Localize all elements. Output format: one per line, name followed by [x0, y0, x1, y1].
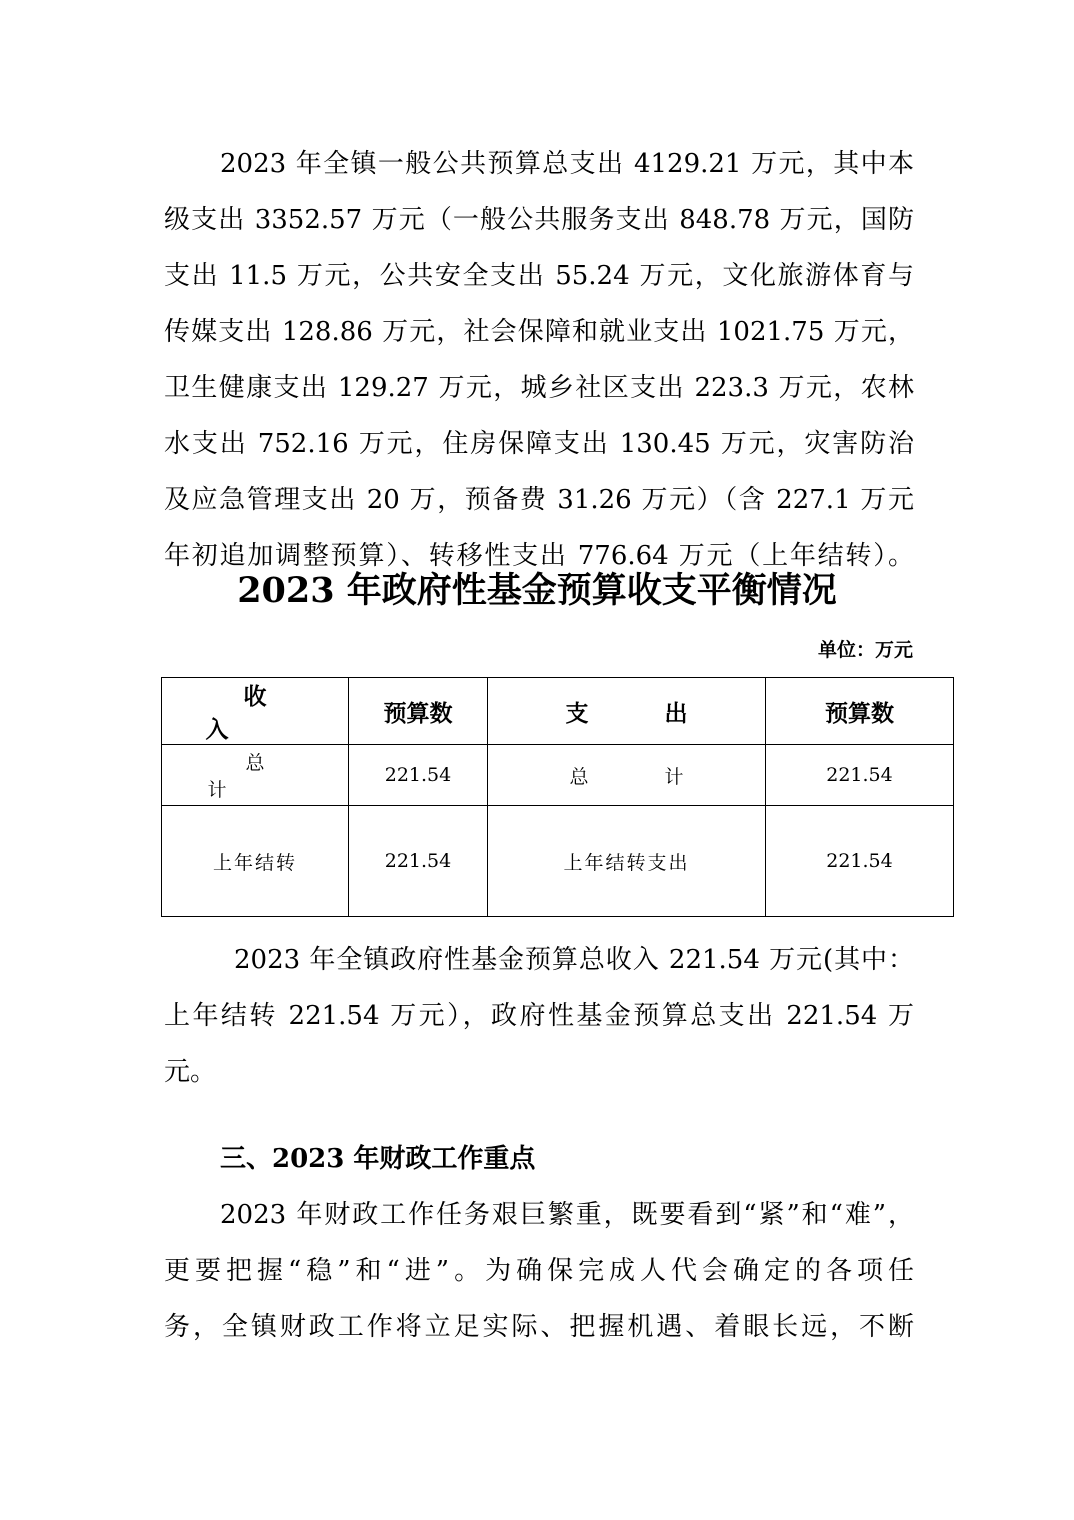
paragraph-line: 支出 11.5 万元，公共安全支出 55.24 万元，文化旅游体育与 — [164, 261, 914, 291]
paragraph-line: 更要把握“稳”和“进”。为确保完成人代会确定的各项任 — [164, 1256, 914, 1286]
header-income: 收入 — [162, 678, 349, 745]
paragraph-line: 传媒支出 128.86 万元，社会保障和就业支出 1021.75 万元， — [164, 317, 914, 347]
table-cell: 221.54 — [349, 806, 488, 917]
fiscal-priorities-paragraph — [164, 1187, 914, 1355]
table-cell: 221.54 — [766, 745, 954, 806]
section-heading: 三、2023 年财政工作重点 — [220, 1144, 536, 1174]
paragraph-line: 2023 年财政工作任务艰巨繁重，既要看到“紧”和“难”， — [220, 1200, 914, 1230]
header-budget-amount: 预算数 — [349, 678, 488, 745]
fund-budget-paragraph — [164, 932, 914, 1100]
fund-budget-table — [161, 677, 954, 917]
paragraph-line: 务，全镇财政工作将立足实际、把握机遇、着眼长远，不断 — [164, 1312, 914, 1342]
paragraph-line: 上年结转 221.54 万元），政府性基金预算总支出 221.54 万 — [164, 1001, 914, 1031]
table-cell: 上年结转 — [162, 806, 349, 917]
table-cell: 221.54 — [349, 745, 488, 806]
paragraph-line: 元。 — [164, 1057, 217, 1087]
table-cell: 总计 — [162, 745, 349, 806]
table-cell: 总计 — [488, 745, 766, 806]
table-title: 2023 年政府性基金预算收支平衡情况 — [237, 570, 837, 611]
paragraph-line: 水支出 752.16 万元，住房保障支出 130.45 万元，灾害防治 — [164, 429, 914, 459]
paragraph-line: 2023 年全镇一般公共预算总支出 4129.21 万元，其中本 — [220, 149, 914, 179]
paragraph-line: 及应急管理支出 20 万，预备费 31.26 万元）（含 227.1 万元 — [164, 485, 914, 515]
header-budget-amount: 预算数 — [766, 678, 954, 745]
table-row — [162, 806, 954, 917]
paragraph-line: 卫生健康支出 129.27 万元，城乡社区支出 223.3 万元，农林 — [164, 373, 914, 403]
table-cell: 上年结转支出 — [488, 806, 766, 917]
paragraph-line: 年初追加调整预算）、转移性支出 776.64 万元（上年结转）。 — [164, 541, 914, 571]
paragraph-line: 2023 年全镇政府性基金预算总收入 221.54 万元(其中： — [234, 945, 914, 975]
table-cell: 221.54 — [766, 806, 954, 917]
table-header-row — [162, 678, 954, 745]
header-expenditure: 支出 — [488, 678, 766, 745]
table-row — [162, 745, 954, 806]
general-budget-paragraph — [164, 136, 914, 584]
paragraph-line: 级支出 3352.57 万元（一般公共服务支出 848.78 万元，国防 — [164, 205, 914, 235]
unit-label: 单位：万元 — [817, 639, 913, 661]
